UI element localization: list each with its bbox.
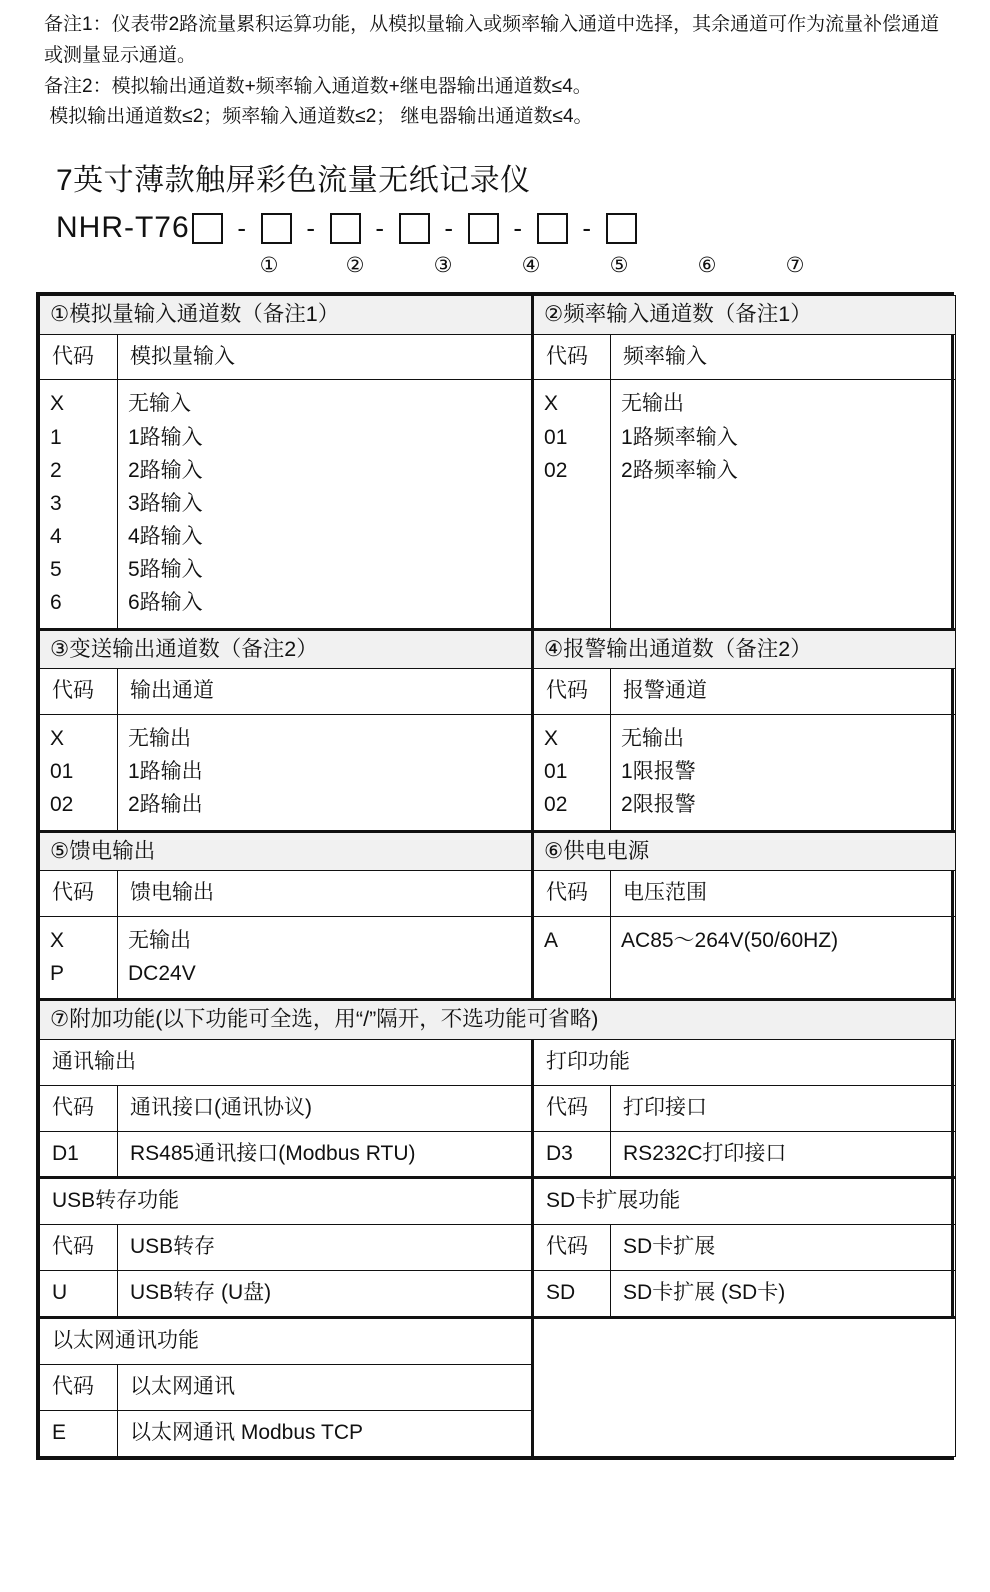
marker-4: ④ bbox=[521, 254, 541, 278]
code-item: 02 bbox=[50, 793, 74, 817]
table-row bbox=[40, 1131, 956, 1178]
table-row bbox=[40, 1271, 956, 1318]
table-row bbox=[40, 1039, 956, 1085]
section-6-col-code: 代码 bbox=[533, 871, 611, 917]
name-item: 2路频率输入 bbox=[621, 458, 738, 482]
section-7-eth-col-name: 以太网通讯 bbox=[118, 1364, 533, 1410]
model-dash-3: - bbox=[375, 212, 385, 243]
section-1-codes bbox=[40, 380, 118, 629]
marker-5: ⑤ bbox=[609, 254, 629, 278]
model-box-3 bbox=[330, 213, 361, 244]
section-5-col-name: 馈电输出 bbox=[118, 871, 533, 917]
section-4-col-name: 报警通道 bbox=[611, 669, 956, 715]
name-item: 1限报警 bbox=[621, 760, 696, 784]
section-7-comm-label: 通讯输出 bbox=[40, 1039, 533, 1085]
code-item: 02 bbox=[544, 793, 568, 817]
section-1-col-code: 代码 bbox=[40, 334, 118, 380]
name-item: 无输出 bbox=[128, 727, 191, 751]
section-7-usb-name: USB转存 (U盘) bbox=[118, 1271, 533, 1318]
section-4-col-code: 代码 bbox=[533, 669, 611, 715]
name-item: 4路输入 bbox=[128, 525, 203, 549]
marker-2: ② bbox=[345, 254, 365, 278]
model-code-row bbox=[56, 205, 990, 251]
section-7-comm-col-code: 代码 bbox=[40, 1085, 118, 1131]
section-7-comm-name: RS485通讯接口(Modbus RTU) bbox=[118, 1131, 533, 1178]
section-5-col-code: 代码 bbox=[40, 871, 118, 917]
section-7-usb-label: USB转存功能 bbox=[40, 1178, 533, 1225]
section-6-codes bbox=[533, 916, 611, 999]
section-2-col-code: 代码 bbox=[533, 334, 611, 380]
page-title: 7英寸薄款触屏彩色流量无纸记录仪 bbox=[56, 164, 531, 198]
table-row bbox=[40, 380, 956, 629]
section-4-header: ④报警输出通道数（备注2） bbox=[533, 629, 956, 669]
code-item: 01 bbox=[50, 760, 74, 784]
section-5-codes bbox=[40, 916, 118, 999]
section-3-col-code: 代码 bbox=[40, 669, 118, 715]
name-item: 2路输出 bbox=[128, 793, 203, 817]
table-row bbox=[40, 1178, 956, 1225]
section-7-sd-code: SD bbox=[533, 1271, 611, 1318]
table-row bbox=[40, 871, 956, 917]
section-6-header: ⑥供电电源 bbox=[533, 831, 956, 871]
notes-block bbox=[0, 0, 990, 133]
model-box-4 bbox=[399, 213, 430, 244]
name-item: 3路输入 bbox=[128, 491, 203, 515]
name-item: 无输入 bbox=[128, 392, 191, 416]
section-2-col-name: 频率输入 bbox=[611, 334, 956, 380]
table-row bbox=[40, 296, 956, 335]
model-dash-2: - bbox=[306, 212, 316, 243]
model-box-1 bbox=[192, 213, 223, 244]
model-box-6 bbox=[537, 213, 568, 244]
code-item: 5 bbox=[50, 558, 62, 582]
note-2: 备注2：模拟输出通道数+频率输入通道数+继电器输出通道数≤4。 bbox=[44, 75, 592, 97]
marker-7: ⑦ bbox=[785, 254, 805, 278]
empty-cell bbox=[533, 1318, 956, 1457]
marker-3: ③ bbox=[433, 254, 453, 278]
name-item: 无输出 bbox=[128, 928, 191, 952]
section-2-codes bbox=[533, 380, 611, 629]
table-row bbox=[40, 715, 956, 832]
section-1-names bbox=[118, 380, 533, 629]
model-dash-6: - bbox=[582, 212, 592, 243]
code-item: A bbox=[544, 928, 559, 952]
code-item: 2 bbox=[50, 458, 62, 482]
note-1: 备注1：仪表带2路流量累积运算功能，从模拟量输入或频率输入通道中选择，其余通道可作为流量补偿通道或测量显示通道。 bbox=[44, 14, 940, 66]
code-item: X bbox=[544, 727, 559, 751]
table-row bbox=[40, 1225, 956, 1271]
model-box-5 bbox=[468, 213, 499, 244]
section-3-header: ③变送输出通道数（备注2） bbox=[40, 629, 533, 669]
spec-table bbox=[39, 295, 956, 1457]
marker-6: ⑥ bbox=[697, 254, 717, 278]
name-item: DC24V bbox=[128, 962, 196, 986]
model-dash-5: - bbox=[513, 212, 523, 243]
code-item: X bbox=[50, 392, 65, 416]
section-7-print-label: 打印功能 bbox=[533, 1039, 956, 1085]
code-item: P bbox=[50, 962, 65, 986]
table-row bbox=[40, 916, 956, 999]
section-6-col-name: 电压范围 bbox=[611, 871, 956, 917]
model-box-2 bbox=[261, 213, 292, 244]
name-item: 1路频率输入 bbox=[621, 425, 738, 449]
title-block bbox=[0, 155, 990, 251]
code-item: 01 bbox=[544, 760, 568, 784]
table-row bbox=[40, 1085, 956, 1131]
section-7-sd-label: SD卡扩展功能 bbox=[533, 1178, 956, 1225]
table-row bbox=[40, 669, 956, 715]
name-item: 2路输入 bbox=[128, 458, 203, 482]
code-item: 02 bbox=[544, 458, 568, 482]
section-3-codes bbox=[40, 715, 118, 832]
spec-table-wrapper bbox=[36, 292, 954, 1460]
model-marker-row bbox=[0, 253, 990, 278]
name-item: 5路输入 bbox=[128, 558, 203, 582]
section-1-col-name: 模拟量输入 bbox=[118, 334, 533, 380]
model-dash-1: - bbox=[237, 212, 247, 243]
section-7-usb-col-name: USB转存 bbox=[118, 1225, 533, 1271]
section-1-header: ①模拟量输入通道数（备注1） bbox=[40, 296, 533, 335]
name-item: 2限报警 bbox=[621, 793, 696, 817]
model-prefix: NHR-T76 bbox=[56, 211, 190, 245]
section-7-print-name: RS232C打印接口 bbox=[611, 1131, 956, 1178]
section-4-codes bbox=[533, 715, 611, 832]
section-7-eth-code: E bbox=[40, 1410, 118, 1456]
section-6-names bbox=[611, 916, 956, 999]
table-row bbox=[40, 1318, 956, 1365]
code-item: 3 bbox=[50, 491, 62, 515]
section-3-names bbox=[118, 715, 533, 832]
name-item: 无输出 bbox=[621, 727, 685, 751]
section-7-eth-label: 以太网通讯功能 bbox=[40, 1318, 533, 1365]
table-row bbox=[40, 629, 956, 669]
name-item: 无输出 bbox=[621, 392, 685, 416]
section-7-usb-code: U bbox=[40, 1271, 118, 1318]
name-item: 1路输入 bbox=[128, 425, 203, 449]
section-7-eth-name: 以太网通讯 Modbus TCP bbox=[118, 1410, 533, 1456]
section-2-names bbox=[611, 380, 956, 629]
code-item: X bbox=[544, 392, 559, 416]
section-7-header: ⑦附加功能(以下功能可全选，用“/”隔开，不选功能可省略) bbox=[40, 1000, 956, 1040]
section-7-comm-col-name: 通讯接口(通讯协议) bbox=[118, 1085, 533, 1131]
code-item: 4 bbox=[50, 525, 62, 549]
section-3-col-name: 输出通道 bbox=[118, 669, 533, 715]
name-item: AC85～264V(50/60HZ) bbox=[621, 928, 839, 952]
note-3: 模拟输出通道数≤2；频率输入通道数≤2； 继电器输出通道数≤4。 bbox=[44, 106, 593, 128]
section-7-sd-col-name: SD卡扩展 bbox=[611, 1225, 956, 1271]
section-7-eth-col-code: 代码 bbox=[40, 1364, 118, 1410]
code-item: X bbox=[50, 727, 65, 751]
section-7-print-col-code: 代码 bbox=[533, 1085, 611, 1131]
name-item: 1路输出 bbox=[128, 760, 203, 784]
name-item: 6路输入 bbox=[128, 591, 203, 615]
code-item: 6 bbox=[50, 591, 62, 615]
table-row bbox=[40, 1000, 956, 1040]
code-item: 1 bbox=[50, 425, 62, 449]
marker-1: ① bbox=[259, 254, 279, 278]
table-row bbox=[40, 831, 956, 871]
section-7-print-code: D3 bbox=[533, 1131, 611, 1178]
section-2-header: ②频率输入通道数（备注1） bbox=[533, 296, 956, 335]
code-item: X bbox=[50, 928, 65, 952]
model-dash-4: - bbox=[444, 212, 454, 243]
section-5-header: ⑤馈电输出 bbox=[40, 831, 533, 871]
section-7-comm-code: D1 bbox=[40, 1131, 118, 1178]
section-4-names bbox=[611, 715, 956, 832]
section-5-names bbox=[118, 916, 533, 999]
code-item: 01 bbox=[544, 425, 568, 449]
table-row bbox=[40, 334, 956, 380]
section-7-print-col-name: 打印接口 bbox=[611, 1085, 956, 1131]
model-box-7 bbox=[606, 213, 637, 244]
section-7-sd-col-code: 代码 bbox=[533, 1225, 611, 1271]
section-7-sd-name: SD卡扩展 (SD卡) bbox=[611, 1271, 956, 1318]
section-7-usb-col-code: 代码 bbox=[40, 1225, 118, 1271]
